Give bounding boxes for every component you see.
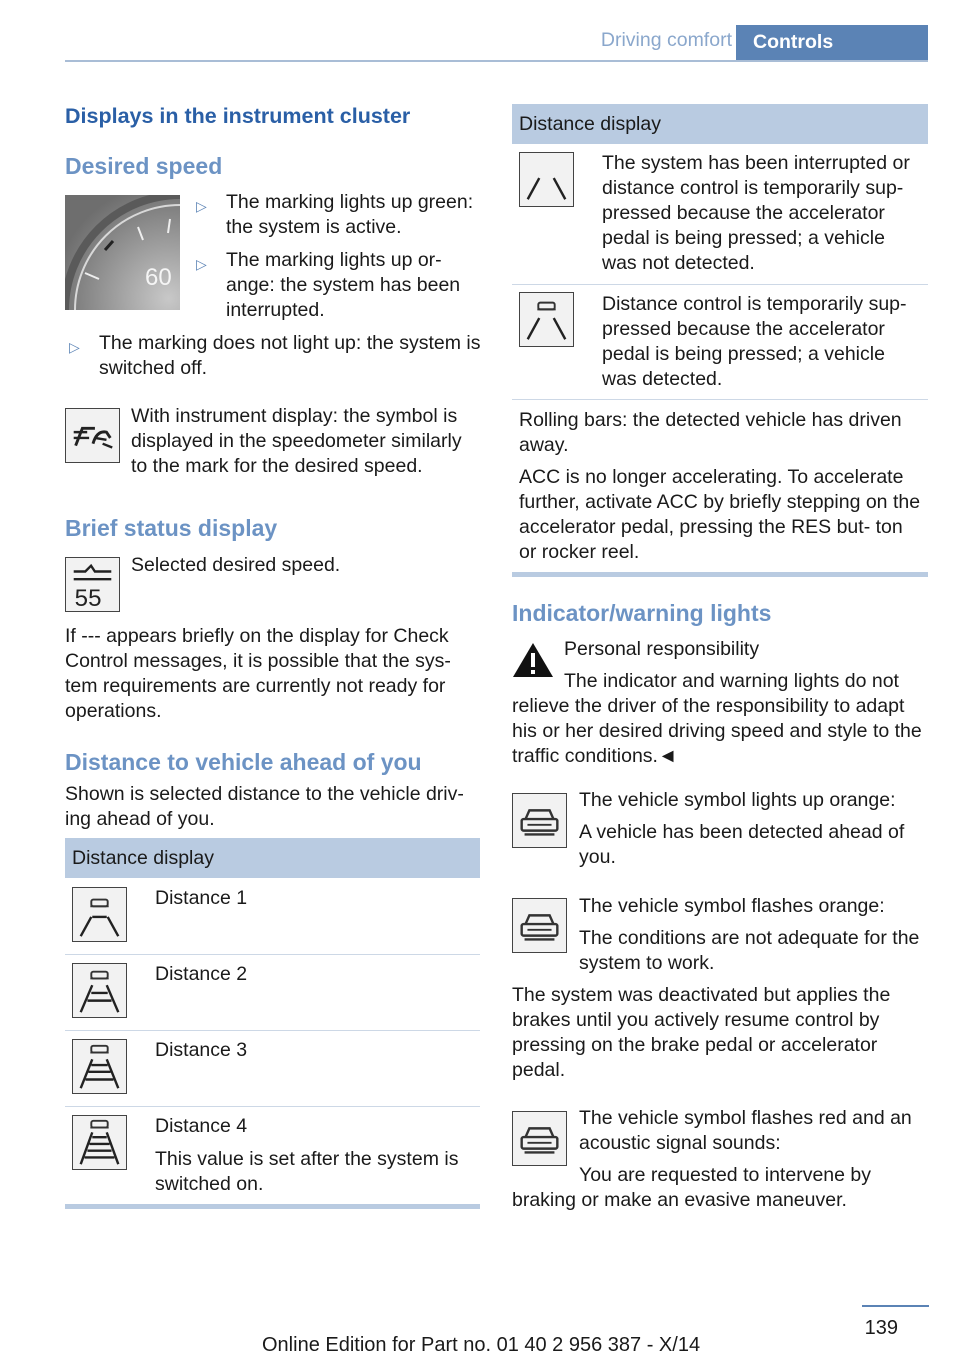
distance-1-icon (72, 887, 127, 942)
vehicle-red-icon (512, 1111, 567, 1166)
instrument-display-text: With instrument display: the symbol is displayed in the speedometer similarly to the mark for the desired speed. (131, 405, 462, 477)
bullet-icon: ▷ (196, 198, 207, 214)
row-divider (65, 1030, 480, 1031)
speed-55-icon (65, 557, 120, 612)
desired-speed-heading: Desired speed (65, 153, 223, 179)
distance-3-icon (72, 1039, 127, 1094)
row-divider (65, 1106, 480, 1107)
section-title: Displays in the instrument cluster (65, 104, 411, 128)
vehicle-orange-icon (512, 793, 567, 848)
header-section: Driving comfort (600, 29, 732, 51)
cruise-control-icon (65, 408, 120, 463)
distance-1-label: Distance 1 (155, 887, 248, 909)
no-vehicle-distance-icon (519, 152, 574, 207)
distance-intro: Shown is selected distance to the vehicle driv- ing ahead of you. (65, 783, 464, 830)
distance-table-header: Distance display (65, 838, 480, 878)
table-end-bar (65, 1204, 480, 1209)
orange-text: A vehicle has been detected ahead of you. (579, 821, 905, 868)
flash-text: The conditions are not adequate for the system to work. (579, 927, 920, 974)
right-row2-text: Distance control is temporarily sup- pressed because the accelerator pedal is being pressed; a vehicle was detected. (602, 293, 907, 390)
speedometer-image (65, 195, 180, 310)
page-number: 139 (864, 1317, 898, 1339)
distance-3-label: Distance 3 (155, 1039, 248, 1061)
distance-2-label: Distance 2 (155, 963, 248, 985)
distance-4-note: This value is set after the system is switched on. (155, 1148, 459, 1195)
bullet-orange: The marking lights up or- ange: the system has been interrupted. (226, 249, 461, 321)
table-end-bar (512, 572, 928, 577)
indicator-heading: Indicator/warning lights (512, 600, 772, 626)
distance-2-icon (72, 963, 127, 1018)
distance-4-label: Distance 4 (155, 1115, 248, 1137)
bullet-green: The marking lights up green: the system is active. (226, 191, 474, 238)
header-rule (65, 60, 928, 62)
rolling-bars-text: Rolling bars: the detected vehicle has driven away. (519, 409, 902, 456)
footer-rule (862, 1305, 929, 1307)
bullet-icon: ▷ (69, 339, 80, 355)
vehicle-detected-distance-icon (519, 292, 574, 347)
warning-title: Personal responsibility (564, 638, 760, 660)
gauge-number: 60 (145, 264, 172, 291)
selected-speed-text: Selected desired speed. (131, 554, 341, 576)
red-text: You are requested to intervene by braking or make an evasive maneuver. (512, 1164, 871, 1211)
check-control-note: If --- appears briefly on the display for Check Control messages, it is possible that the sys- tem requirements are currently not ready for operations. (65, 625, 451, 722)
acc-text: ACC is no longer accelerating. To accelerate further, activate ACC by briefly stepping on the accelerator pedal, pressing the RES but- ton or rocker reel. (519, 466, 921, 563)
right-row1-text: The system has been interrupted or distance control is temporarily sup- pressed because the accelerator pedal is being pressed; a vehicle was not detected. (602, 152, 910, 274)
bullet-off: The marking does not light up: the system is switched off. (99, 332, 481, 379)
edition-footer: Online Edition for Part no. 01 40 2 956 387 - X/14 (262, 1334, 701, 1356)
distance-heading: Distance to vehicle ahead of you (65, 749, 422, 775)
header-chapter-tab: Controls (736, 25, 928, 60)
icon-speed-number: 55 (74, 585, 102, 611)
deactivated-text: The system was deactivated but applies the brakes until you actively resume control by pressing on the brake pedal or accelerator pedal. (512, 984, 891, 1081)
vehicle-flash-orange-icon (512, 898, 567, 953)
row-divider (65, 954, 480, 955)
row-divider (512, 284, 928, 285)
row-divider (512, 399, 928, 400)
warning-text: The indicator and warning lights do not relieve the driver of the responsibility to adapt his or her desired driving speed and style to the traffic conditions.◄ (512, 670, 922, 767)
distance-4-icon (72, 1115, 127, 1170)
flash-title: The vehicle symbol flashes orange: (579, 895, 885, 917)
orange-title: The vehicle symbol lights up orange: (579, 789, 896, 811)
brief-status-heading: Brief status display (65, 515, 278, 541)
red-title: The vehicle symbol flashes red and an acoustic signal sounds: (579, 1107, 912, 1154)
right-table-header: Distance display (512, 104, 928, 144)
bullet-icon: ▷ (196, 256, 207, 272)
